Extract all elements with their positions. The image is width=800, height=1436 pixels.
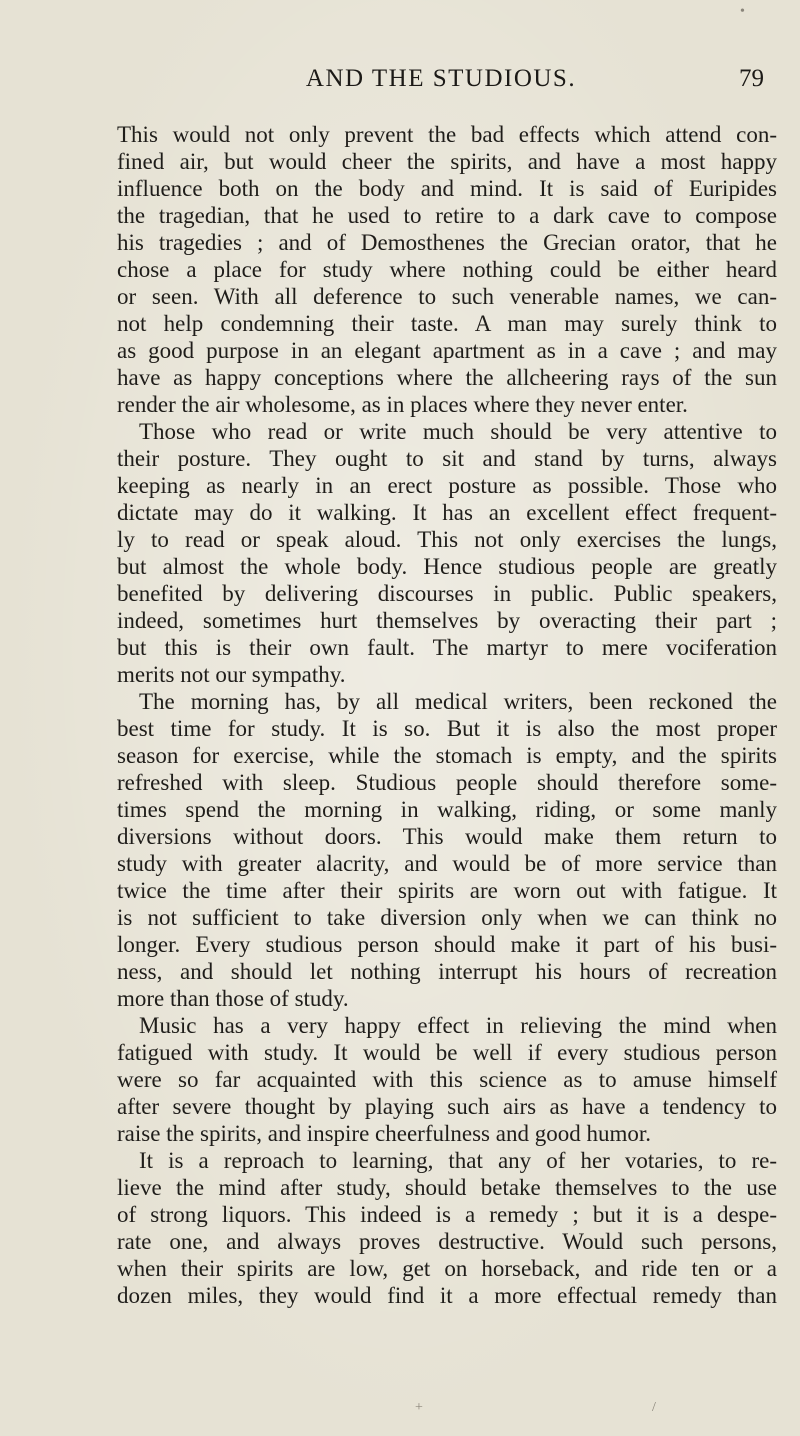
text-line: dictate may do it walking. It has an excellent effect frequent- bbox=[117, 500, 777, 525]
text-line: their posture. They ought to sit and stand by turns, always bbox=[117, 446, 777, 471]
text-line: benefited by delivering discourses in public. Public speakers, bbox=[117, 581, 777, 606]
paper-speck: • bbox=[740, 4, 745, 19]
text-line: season for exercise, while the stomach is empty, and the spirits bbox=[117, 743, 777, 768]
text-line: refreshed with sleep. Studious people should therefore some- bbox=[117, 770, 777, 795]
text-line: or seen. With all deference to such venerable names, we can- bbox=[117, 284, 777, 309]
text-line: times spend the morning in walking, riding, or some manly bbox=[117, 797, 777, 822]
text-line: fatigued with study. It would be well if every studious person bbox=[117, 1040, 777, 1065]
text-line: study with greater alacrity, and would be of more service than bbox=[117, 851, 777, 876]
text-line: rate one, and always proves destructive. Would such persons, bbox=[117, 1229, 777, 1254]
text-line: chose a place for study where nothing could be either heard bbox=[117, 257, 777, 282]
text-line: ness, and should let nothing interrupt his hours of recreation bbox=[117, 959, 777, 984]
text-line: keeping as nearly in an erect posture as possible. Those who bbox=[117, 473, 777, 498]
text-line: merits not our sympathy. bbox=[117, 662, 346, 687]
paper-speck: + bbox=[415, 1400, 423, 1415]
text-line: Those who read or write much should be very attentive to bbox=[139, 419, 777, 444]
running-title: AND THE STUDIOUS. bbox=[305, 65, 577, 92]
paper-speck: / bbox=[652, 1400, 656, 1415]
text-line: not help condemning their taste. A man may surely think to bbox=[117, 311, 777, 336]
text-line: when their spirits are low, get on horseback, and ride ten or a bbox=[117, 1256, 777, 1281]
text-line: longer. Every studious person should make it part of his busi- bbox=[117, 932, 777, 957]
text-line: his tragedies ; and of Demosthenes the Grecian orator, that he bbox=[117, 230, 777, 255]
text-line: were so far acquainted with this science as to amuse himself bbox=[117, 1067, 777, 1092]
running-head bbox=[118, 62, 764, 96]
text-line: of strong liquors. This indeed is a remedy ; but it is a despe- bbox=[117, 1202, 777, 1227]
text-line: raise the spirits, and inspire cheerfulness and good humor. bbox=[117, 1121, 651, 1146]
text-line: dozen miles, they would find it a more effectual remedy than bbox=[117, 1283, 777, 1308]
text-line: indeed, sometimes hurt themselves by overacting their part ; bbox=[117, 608, 777, 633]
text-line: more than those of study. bbox=[117, 986, 349, 1011]
text-line: best time for study. It is so. But it is also the most proper bbox=[117, 716, 777, 741]
page-number: 79 bbox=[739, 65, 764, 92]
body-text bbox=[117, 121, 777, 1309]
text-line: Music has a very happy effect in relieving the mind when bbox=[139, 1013, 777, 1038]
text-line: render the air wholesome, as in places where they never enter. bbox=[117, 392, 688, 417]
text-line: ly to read or speak aloud. This not only exercises the lungs, bbox=[117, 527, 777, 552]
text-line: the tragedian, that he used to retire to a dark cave to compose bbox=[117, 203, 777, 228]
text-line: influence both on the body and mind. It is said of Euripides bbox=[117, 176, 777, 201]
text-line: have as happy conceptions where the allcheering rays of the sun bbox=[117, 365, 777, 390]
text-line: lieve the mind after study, should betake themselves to the use bbox=[117, 1175, 777, 1200]
text-line: fined air, but would cheer the spirits, and have a most happy bbox=[117, 149, 777, 174]
text-line: but this is their own fault. The martyr to mere vociferation bbox=[117, 635, 777, 660]
text-line: This would not only prevent the bad effects which attend con- bbox=[117, 122, 777, 147]
text-line: is not sufficient to take diversion only when we can think no bbox=[117, 905, 777, 930]
text-line: twice the time after their spirits are worn out with fatigue. It bbox=[117, 878, 777, 903]
text-line: as good purpose in an elegant apartment as in a cave ; and may bbox=[117, 338, 777, 363]
text-line: diversions without doors. This would make them return to bbox=[117, 824, 777, 849]
text-line: but almost the whole body. Hence studious people are greatly bbox=[117, 554, 777, 579]
text-line: after severe thought by playing such airs as have a tendency to bbox=[117, 1094, 777, 1119]
text-line: It is a reproach to learning, that any of her votaries, to re- bbox=[139, 1148, 777, 1173]
text-line: The morning has, by all medical writers, been reckoned the bbox=[139, 689, 777, 714]
